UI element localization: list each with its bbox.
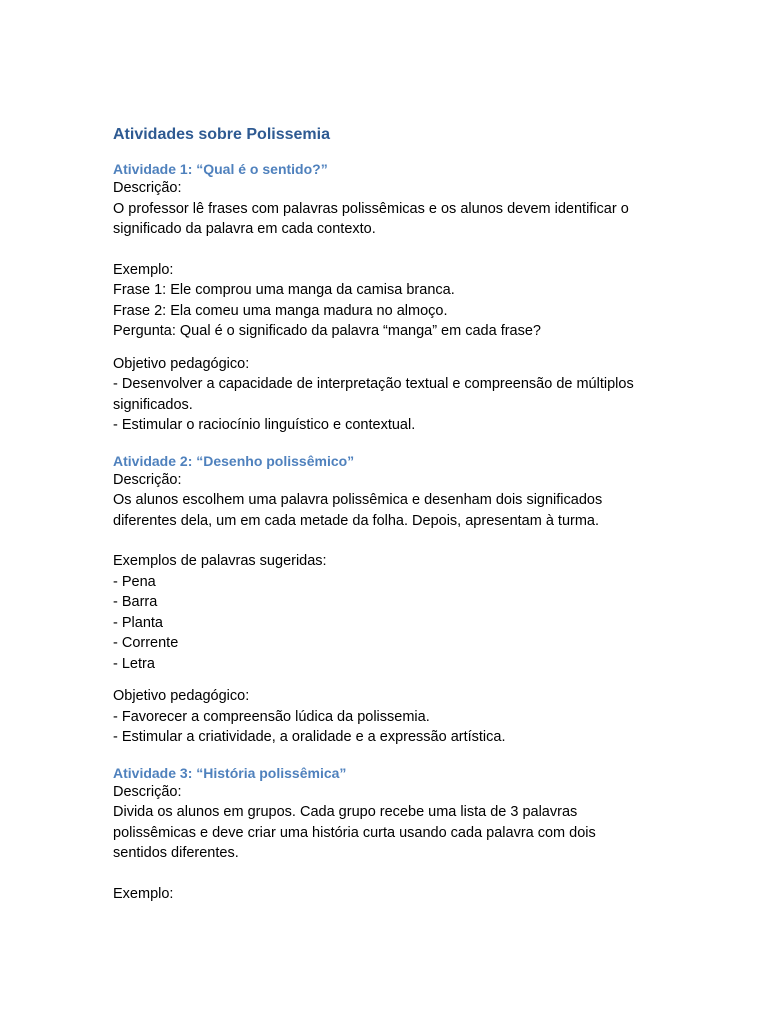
- activity-3-section: [113, 764, 673, 905]
- activity-3-description-line: polissêmicas e deve criar uma história curta usando cada palavra com dois: [113, 824, 596, 841]
- activity-1-example-line: Frase 1: Ele comprou uma manga da camisa branca.: [113, 282, 455, 298]
- activity-1-objective-line: significados.: [113, 396, 193, 413]
- activity-2-description-line: Os alunos escolhem uma palavra polissêmica e desenham dois significados: [113, 492, 603, 508]
- activity-3-description-line: Divida os alunos em grupos. Cada grupo recebe uma lista de 3 palavras: [113, 804, 578, 820]
- activity-2-heading: Atividade 2: “Desenho polissêmico”: [113, 452, 355, 469]
- activity-2-example-word: - Pena: [113, 573, 156, 590]
- activity-1-objective-line: - Estimular o raciocínio linguístico e contextual.: [113, 417, 416, 433]
- activity-2-section: [113, 452, 673, 748]
- activity-1-description-label: Descrição:: [113, 180, 182, 196]
- document-content: [113, 125, 673, 904]
- activity-1-example-line: Pergunta: Qual é o significado da palavra “manga” em cada frase?: [113, 323, 541, 339]
- spacer: [113, 864, 673, 884]
- activity-1-objective-label: Objetivo pedagógico:: [113, 355, 250, 372]
- activity-1-example-label: Exemplo:: [113, 261, 174, 278]
- activity-2-example-word: - Planta: [113, 614, 163, 631]
- activity-2-objective-line: - Estimular a criatividade, a oralidade e a expressão artística.: [113, 729, 506, 745]
- activity-1-description-line: O professor lê frases com palavras polissêmicas e os alunos devem identificar o: [113, 200, 629, 217]
- spacer: [113, 531, 673, 551]
- activity-2-objective-label: Objetivo pedagógico:: [113, 688, 250, 704]
- activity-2-description-label: Descrição:: [113, 471, 182, 488]
- spacer: [113, 342, 673, 354]
- activity-2-description-line: diferentes dela, um em cada metade da folha. Depois, apresentam à turma.: [113, 512, 600, 529]
- activity-3-description-line: sentidos diferentes.: [113, 845, 239, 861]
- activity-1-heading: Atividade 1: “Qual é o sentido?”: [113, 161, 328, 177]
- spacer: [113, 748, 673, 764]
- activity-2-example-word: - Corrente: [113, 635, 179, 651]
- spacer: [113, 240, 673, 260]
- spacer: [113, 436, 673, 452]
- activity-1-example-line: Frase 2: Ela comeu uma manga madura no almoço.: [113, 302, 448, 319]
- activity-3-heading: Atividade 3: “História polissêmica”: [113, 764, 347, 781]
- document-title: Atividades sobre Polissemia: [113, 126, 330, 143]
- activity-1-description-line: significado da palavra em cada contexto.: [113, 221, 376, 237]
- activity-3-example-label: Exemplo:: [113, 885, 174, 902]
- activity-1-objective-line: - Desenvolver a capacidade de interpretação textual e compreensão de múltiplos: [113, 376, 634, 392]
- activity-1-section: [113, 160, 673, 436]
- activity-2-objective-line: - Favorecer a compreensão lúdica da polissemia.: [113, 708, 430, 725]
- spacer: [113, 674, 673, 686]
- activity-2-example-word: - Barra: [113, 594, 158, 610]
- activity-3-description-label: Descrição:: [113, 783, 182, 800]
- activity-2-examples-label: Exemplos de palavras sugeridas:: [113, 553, 327, 569]
- activity-2-example-word: - Letra: [113, 655, 155, 672]
